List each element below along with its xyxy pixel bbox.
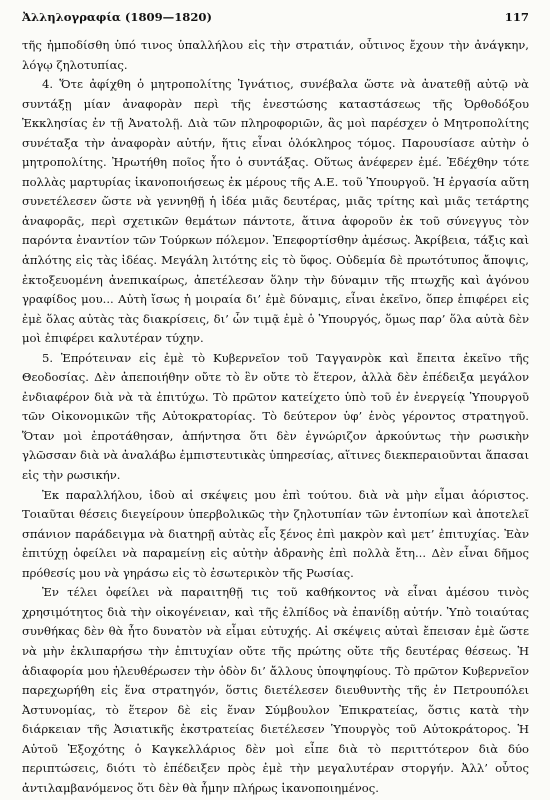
- page-number: 117: [504, 10, 529, 24]
- paragraph-reflections: Ἐκ παραλλήλου, ἰδοὺ αἱ σκέψεις μου ἐπὶ τούτου. διὰ νὰ μὴν εἶμαι ἀόριστος. Τοιαῦται θέσεις διεγείρουν ὑπερβολικῶς τὴν ζηλοτυπίαν τῶν ἐντοπίων καὶ ἀποτελεῖ σπάνιον παράδειγμα νὰ διατηρῇ αὐτὰς εἷς ξένος ἐπὶ μακρὸν καὶ μετ’ ἐπιτυχίας. Ἐὰν ἐπιτύχῃ ὀφείλει νὰ παραμείνῃ εἰς αὐτὴν ἀδρανὴς ἐπὶ πολλὰ ἔτη... Δὲν εἶναι δῆμος πρόθεσίς μου νὰ γηράσω εἰς τὸ ἐσωτερικὸν τῆς Ρωσίας.: [22, 487, 529, 580]
- paragraph-4: 4. Ὅτε ἀφίχθη ὁ μητροπολίτης Ἰγνάτιος, συνέβαλα ὥστε νὰ ἀνατεθῇ αὐτῷ νὰ συντάξῃ μίαν ἀναφορὰν περὶ τῆς ἐνεστώσης καταστάσεως τῆς Ὀρθοδόξου Ἐκκλησίας ἐν τῇ Ἀνατολῇ. Διὰ τῶν πληροφοριῶν, ἃς μοὶ παρέσχεν ὁ Μητροπολίτης συνέταξα τὴν ἀναφορὰν αὐτήν, ἥτις εἶναι ὁλόκληρος τόμος. Παρουσίασε αὐτὴν ὁ μητροπολίτης. Ἠρωτήθη ποῖος ἦτο ὁ συντάξας. Οὕτως ἀνέφερεν ἐμέ. Ἐδέχθην τότε πολλὰς μαρτυρίας ἱκανοποιήσεως ἐκ μέρους τῆς Α.Ε. τοῦ Ὑπουργοῦ. Ἡ ἐργασία αὕτη συνετέλεσεν ὥστε νὰ γεννηθῇ ἡ ἰδέα μιᾶς δευτέρας, μιᾶς τρίτης καὶ μιᾶς τετάρτης ἀναφορᾶς, περὶ σχετικῶν θεμάτων πάντοτε, ἅτινα ἀφοροῦν ἐκ τοῦ σύνεγγυς τὸν παρόντα ἐναντίον τῶν Τούρκων πόλεμον. Ἐπεφορτίσθην ἀμέσως. Ἀκρίβεια, τάξις καὶ ἁπλότης εἰς τὰς ἰδέας. Μεγάλη λιτότης εἰς τὸ ὕφος. Οὐδεμία δὲ πρωτότυπος ἄποψις, ἐκτοξευομένη ἀνεπικαίρως, ἀπετέλεσαν ὅλην τὴν δύναμιν τῆς πτωχῆς καὶ ἀγόνου γραφίδος μου... Αὐτὴ ἴσως ἡ μοιραία δι’ ἐμὲ δύναμις, εἶναι ἐκεῖνο, ὅπερ ἐπιφέρει εἰς ἐμὲ ὅλας αὐτὰς τὰς διακρίσεις, δι’ ὧν τιμᾷ ἐμὲ ὁ Ὑπουργός, ὅμως παρ’ ὅλα αὐτὰ δὲν μοὶ ἐπιφέρει καλυτέραν τύχην.: [22, 77, 529, 346]
- paragraph-continuation: τῆς ἠμποδίσθη ὑπό τινος ὑπαλλήλου εἰς τὴν στρατιάν, οὗτινος ἔχουν τὴν ἀνάγκην, λόγῳ ζηλοτυπίας.: [22, 38, 529, 72]
- paragraph-5: 5. Ἐπρότειναν εἰς ἐμὲ τὸ Κυβερνεῖον τοῦ Ταγγανρὸκ καὶ ἔπειτα ἐκεῖνο τῆς Θεοδοσίας. Δὲν ἀπεποιήθην οὔτε τὸ ἓν οὔτε τὸ ἕτερον, ἀλλὰ δὲν ἐπέδειξα μεγάλον ἐνδιαφέρον διὰ νὰ τὰ ἐπιτύχω. Τὸ πρῶτον κατείχετο ὑπὸ τοῦ ἐν ἐνεργείᾳ Ὑπουργοῦ τῶν Οἰκονομικῶν τῆς Αὐτοκρατορίας. Τὸ δεύτερον ὑφ’ ἑνὸς γέροντος στρατηγοῦ. Ὅταν μοὶ ἐπροτάθησαν, ἀπήντησα ὅτι δὲν ἐγνώριζον ἀρκούντως τὴν ρωσικὴν γλῶσσαν διὰ νὰ ἀναλάβω ἐμπιστευτικὰς ὑπηρεσίας, αἵτινες διεκπεραιοῦνται ἅπασαι εἰς τὴν ρωσικήν.: [22, 350, 529, 483]
- paragraph-conclusion: Ἐν τέλει ὀφείλει νὰ παραιτηθῇ τις τοῦ καθήκοντος νὰ εἶναι ἀμέσου τινὸς χρησιμότητος διὰ τὴν οἰκογένειαν, καὶ τῆς ἐλπίδος νὰ ἐπανίδῃ αὐτήν. Ὑπὸ τοιαύτας συνθήκας δὲν θὰ ἦτο δυνατὸν νὰ εἶμαι εὐτυχής. Αἱ σκέψεις αὐταὶ ἔπεισαν ἐμὲ ὥστε νὰ μὴν ἐκλιπαρήσω τὴν ἐπιτυχίαν οὔτε τῆς πρώτης οὔτε τῆς δευτέρας θέσεως. Ἡ ἀδιαφορία μου ἠλευθέρωσεν τὴν ὁδὸν δι’ ἄλλους ὑποψηφίους. Τὸ πρῶτον Κυβερνεῖον παρεχωρήθη εἰς ἕνα στρατηγόν, ὅστις διετέλεσεν διευθυντὴς τῆς ἐν Πετρουπόλει Ἀστυνομίας, τὸ ἕτερον δὲ εἰς ἕναν Σύμβουλον Ἐπικρατείας, ὅστις κατὰ τὴν διάρκειαν τῆς Ἀσιατικῆς ἐκστρατείας διετέλεσεν Ὑπουργὸς τοῦ Αὐτοκράτορος. Ἡ Αὐτοῦ Ἐξοχότης ὁ Καγκελλάριος δὲν μοὶ εἶπε διὰ τὸ περιττότερον διὰ δύο περιπτώσεις, διότι τὸ ἐπέδειξεν πρὸς ἐμὲ τὴν μεγαλυτέραν στοργήν. Ἀλλ’ οὗτος ἀντιλαμβανόμενος ὅτι δὲν θὰ ἦμην πλήρως ἱκανοποιημένος.: [22, 585, 529, 795]
- running-head: [22, 10, 529, 36]
- running-title: Ἀλληλογραφία (1809—1820): [22, 10, 212, 24]
- body-text: [22, 36, 529, 798]
